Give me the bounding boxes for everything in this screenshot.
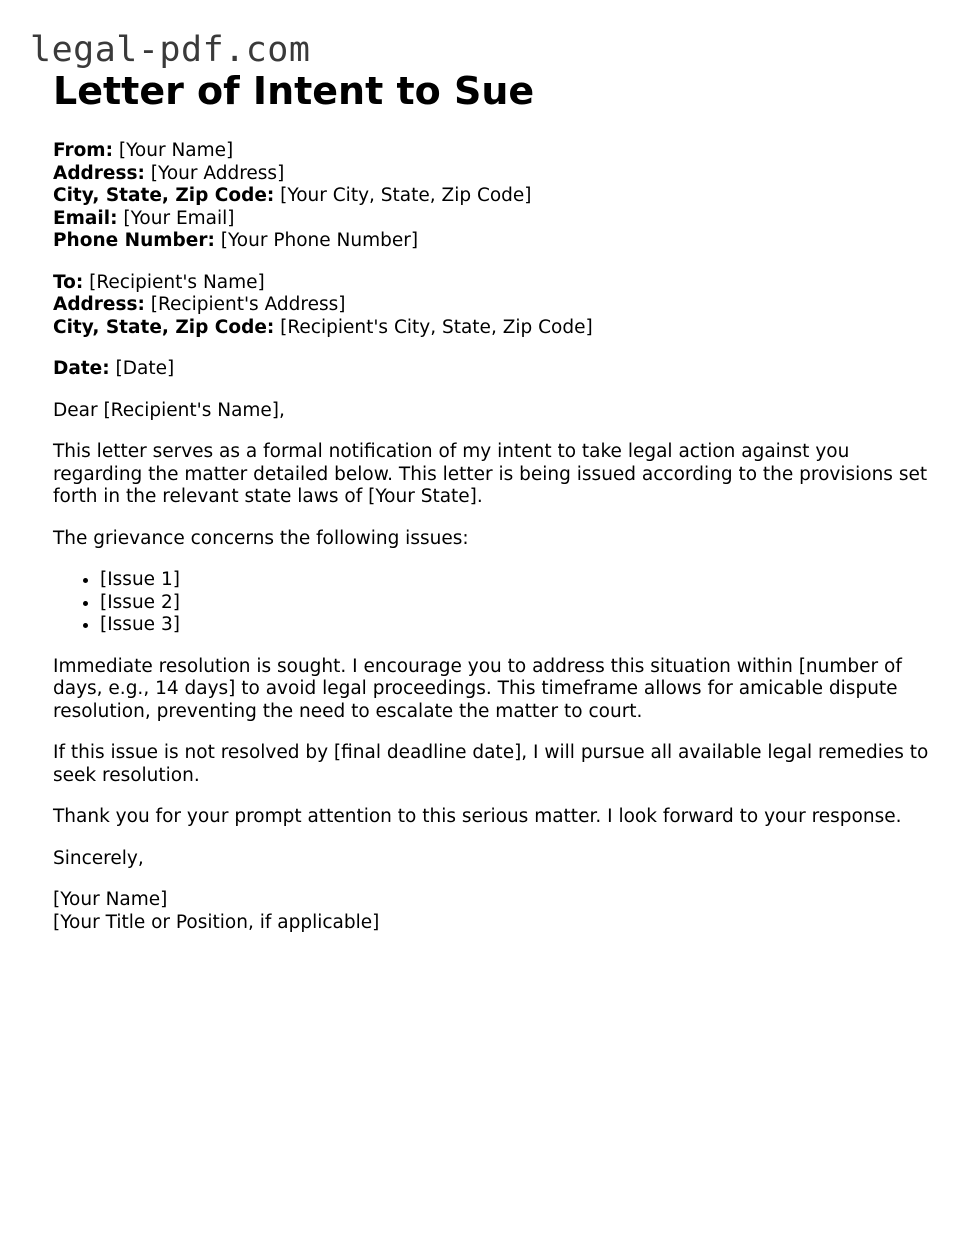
page-title: Letter of Intent to Sue bbox=[53, 69, 535, 113]
date-block bbox=[53, 358, 933, 381]
deadline-paragraph: If this issue is not resolved by [final deadline date], I will pursue all available legal remedies to seek resolution. bbox=[53, 742, 929, 786]
sender-phone-label: Phone Number: bbox=[53, 230, 215, 251]
signature-name: [Your Name] bbox=[53, 889, 168, 910]
grievance-intro: The grievance concerns the following issues: bbox=[53, 527, 469, 549]
sender-phone-value: [Your Phone Number] bbox=[220, 230, 419, 251]
sender-email-value: [Your Email] bbox=[123, 207, 235, 229]
letter-document bbox=[53, 68, 933, 953]
signature-title: [Your Title or Position, if applicable] bbox=[53, 911, 380, 933]
sender-from-label: From: bbox=[53, 140, 113, 161]
recipient-block bbox=[53, 272, 933, 340]
issues-list bbox=[53, 569, 933, 637]
list-item: • [Issue 2] bbox=[100, 592, 933, 615]
date-value: [Date] bbox=[115, 358, 175, 379]
sender-phone-line bbox=[53, 230, 933, 253]
recipient-to-line bbox=[53, 272, 933, 295]
sender-email-line bbox=[53, 208, 933, 231]
sender-city-value: [Your City, State, Zip Code] bbox=[280, 185, 532, 206]
recipient-city-line bbox=[53, 317, 933, 340]
thanks-paragraph: Thank you for your prompt attention to this serious matter. I look forward to your response. bbox=[53, 806, 902, 827]
sender-city-line bbox=[53, 185, 933, 208]
resolution-paragraph: Immediate resolution is sought. I encourage you to address this situation within [number of days, e.g., 14 days] to avoid legal proceedings. This timeframe allows for amicable dispute resolution, preventing the need to escalate the matter to court. bbox=[53, 655, 902, 722]
date-line bbox=[53, 358, 933, 381]
sender-address-line bbox=[53, 163, 933, 186]
recipient-address-line bbox=[53, 294, 933, 317]
recipient-address-label: Address: bbox=[53, 294, 145, 315]
salutation: Dear [Recipient's Name], bbox=[53, 399, 285, 421]
sender-block bbox=[53, 140, 933, 253]
recipient-address-value: [Recipient's Address] bbox=[150, 294, 346, 315]
sender-address-label: Address: bbox=[53, 162, 145, 184]
signature-block bbox=[53, 889, 933, 934]
recipient-city-value: [Recipient's City, State, Zip Code] bbox=[280, 316, 593, 338]
sender-city-label: City, State, Zip Code: bbox=[53, 185, 275, 206]
recipient-city-label: City, State, Zip Code: bbox=[53, 316, 275, 338]
sender-from-line bbox=[53, 140, 933, 163]
closing: Sincerely, bbox=[53, 847, 144, 869]
sender-address-value: [Your Address] bbox=[150, 162, 285, 184]
recipient-to-value: [Recipient's Name] bbox=[89, 271, 265, 293]
list-item: • [Issue 1] bbox=[100, 569, 933, 592]
watermark: legal-pdf.com bbox=[30, 30, 311, 70]
sender-email-label: Email: bbox=[53, 207, 118, 229]
sender-from-value: [Your Name] bbox=[118, 140, 234, 161]
list-item: • [Issue 3] bbox=[100, 614, 933, 637]
intro-paragraph: This letter serves as a formal notification of my intent to take legal action against you regarding the matter detailed below. This letter is being issued according to the provisions set forth in the relevant state laws of [Your State]. bbox=[53, 441, 928, 507]
recipient-to-label: To: bbox=[53, 271, 84, 293]
date-label: Date: bbox=[53, 358, 110, 379]
